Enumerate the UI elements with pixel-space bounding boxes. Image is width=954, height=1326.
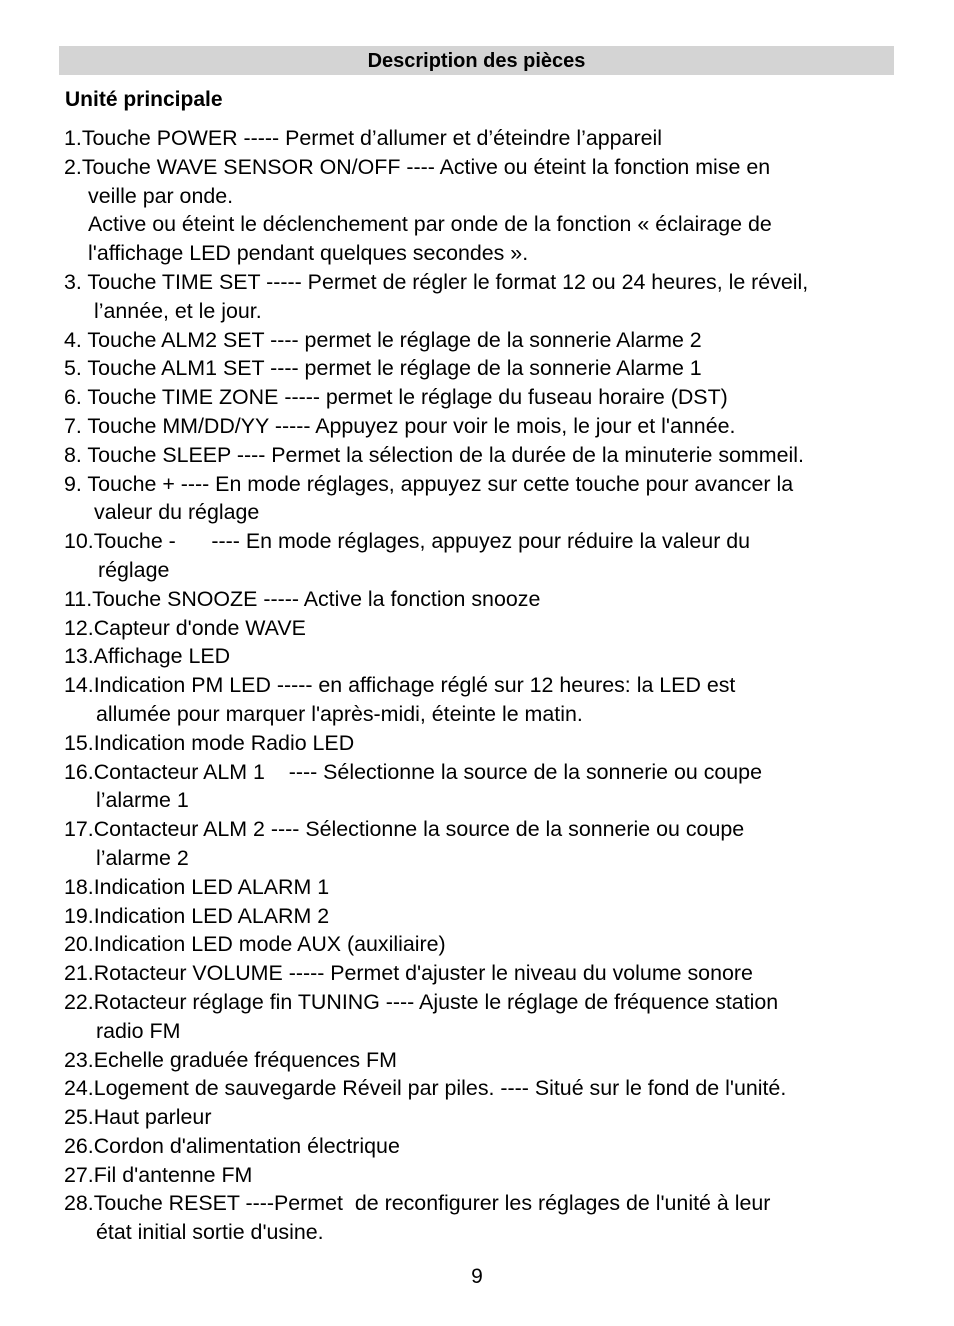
list-item-text: 2.Touche WAVE SENSOR ON/OFF ---- Active ou éteint la fonction mise en [64,154,771,179]
list-item-text: 15.Indication mode Radio LED [64,730,355,755]
list-item-continuation: réglage [98,557,170,582]
list-item [64,1161,904,1190]
list-item-text: 4. Touche ALM2 SET ---- permet le réglage de la sonnerie Alarme 2 [64,327,702,352]
list-item [64,873,904,902]
list-item-text: 19.Indication LED ALARM 2 [64,903,330,928]
list-item [64,153,904,268]
list-item [64,729,904,758]
list-item-text: 16.Contacteur ALM 1 ---- Sélectionne la source de la sonnerie ou coupe [64,759,762,784]
list-item [64,1103,904,1132]
list-item-text: 21.Rotacteur VOLUME ----- Permet d'ajuster le niveau du volume sonore [64,961,753,986]
list-item [64,1189,904,1247]
list-item-text: 8. Touche SLEEP ---- Permet la sélection de la durée de la minuterie sommeil. [64,442,804,467]
list-item [64,959,904,988]
list-item [64,441,904,470]
list-item [64,930,904,959]
list-item [64,412,904,441]
list-item-text: 10.Touche - ---- En mode réglages, appuyez pour réduire la valeur du [64,529,751,554]
list-item [64,1132,904,1161]
list-item-continuation: l’année, et le jour. [94,298,262,323]
list-item-text: 3. Touche TIME SET ----- Permet de régler le format 12 ou 24 heures, le réveil, [64,269,809,294]
list-item-continuation: l’alarme 2 [96,845,189,870]
list-item [64,815,904,873]
list-item [64,585,904,614]
list-item-continuation: Active ou éteint le déclenchement par onde de la fonction « éclairage de [88,212,772,237]
header-bar [59,46,894,75]
list-item-text: 13.Affichage LED [64,644,231,669]
list-item-text: 20.Indication LED mode AUX (auxiliaire) [64,932,446,957]
list-item [64,268,904,326]
list-item-text: 6. Touche TIME ZONE ----- permet le réglage du fuseau horaire (DST) [64,385,728,410]
parts-list [64,124,904,1247]
list-item-text: 28.Touche RESET ----Permet de reconfigurer les réglages de l'unité à leur [64,1191,771,1216]
list-item-text: 12.Capteur d'onde WAVE [64,615,306,640]
header-title: Description des pièces [367,50,586,72]
list-item-text: 24.Logement de sauvegarde Réveil par piles. ---- Situé sur le fond de l'unité. [64,1076,787,1101]
list-item-continuation: valeur du réglage [94,500,260,525]
list-item-text: 7. Touche MM/DD/YY ----- Appuyez pour voir le mois, le jour et l'année. [64,413,736,438]
page-number: 9 [471,1265,483,1288]
list-item [64,124,904,153]
list-item [64,527,904,585]
list-item-text: 26.Cordon d'alimentation électrique [64,1133,400,1158]
list-item-continuation: veille par onde. [88,183,234,208]
list-item [64,642,904,671]
list-item-continuation: allumée pour marquer l'après-midi, éteinte le matin. [96,701,583,726]
list-item [64,902,904,931]
list-item [64,326,904,355]
list-item [64,758,904,816]
list-item [64,383,904,412]
list-item-text: 11.Touche SNOOZE ----- Active la fonction snooze [64,586,541,611]
list-item [64,671,904,729]
list-item-text: 9. Touche + ---- En mode réglages, appuyez sur cette touche pour avancer la [64,471,794,496]
list-item-text: 22.Rotacteur réglage fin TUNING ---- Ajuste le réglage de fréquence station [64,989,779,1014]
list-item-continuation: état initial sortie d'usine. [96,1220,324,1245]
list-item-text: 18.Indication LED ALARM 1 [64,874,330,899]
list-item-text: 27.Fil d'antenne FM [64,1162,253,1187]
list-item-continuation: radio FM [96,1018,181,1043]
list-item [64,354,904,383]
list-item-text: 17.Contacteur ALM 2 ---- Sélectionne la source de la sonnerie ou coupe [64,817,745,842]
list-item-text: 14.Indication PM LED ----- en affichage réglé sur 12 heures: la LED est [64,673,736,698]
list-item-text: 5. Touche ALM1 SET ---- permet le réglage de la sonnerie Alarme 1 [64,356,702,381]
list-item [64,614,904,643]
list-item-continuation: l'affichage LED pendant quelques secondes ». [88,241,529,266]
list-item-continuation: l’alarme 1 [96,788,189,813]
list-item [64,1046,904,1075]
list-item [64,1074,904,1103]
list-item-text: 23.Echelle graduée fréquences FM [64,1047,397,1072]
list-item-text: 25.Haut parleur [64,1105,212,1130]
list-item-text: 1.Touche POWER ----- Permet d’allumer et d’éteindre l’appareil [64,126,662,150]
list-item [64,470,904,528]
section-title: Unité principale [65,88,223,111]
list-item [64,988,904,1046]
